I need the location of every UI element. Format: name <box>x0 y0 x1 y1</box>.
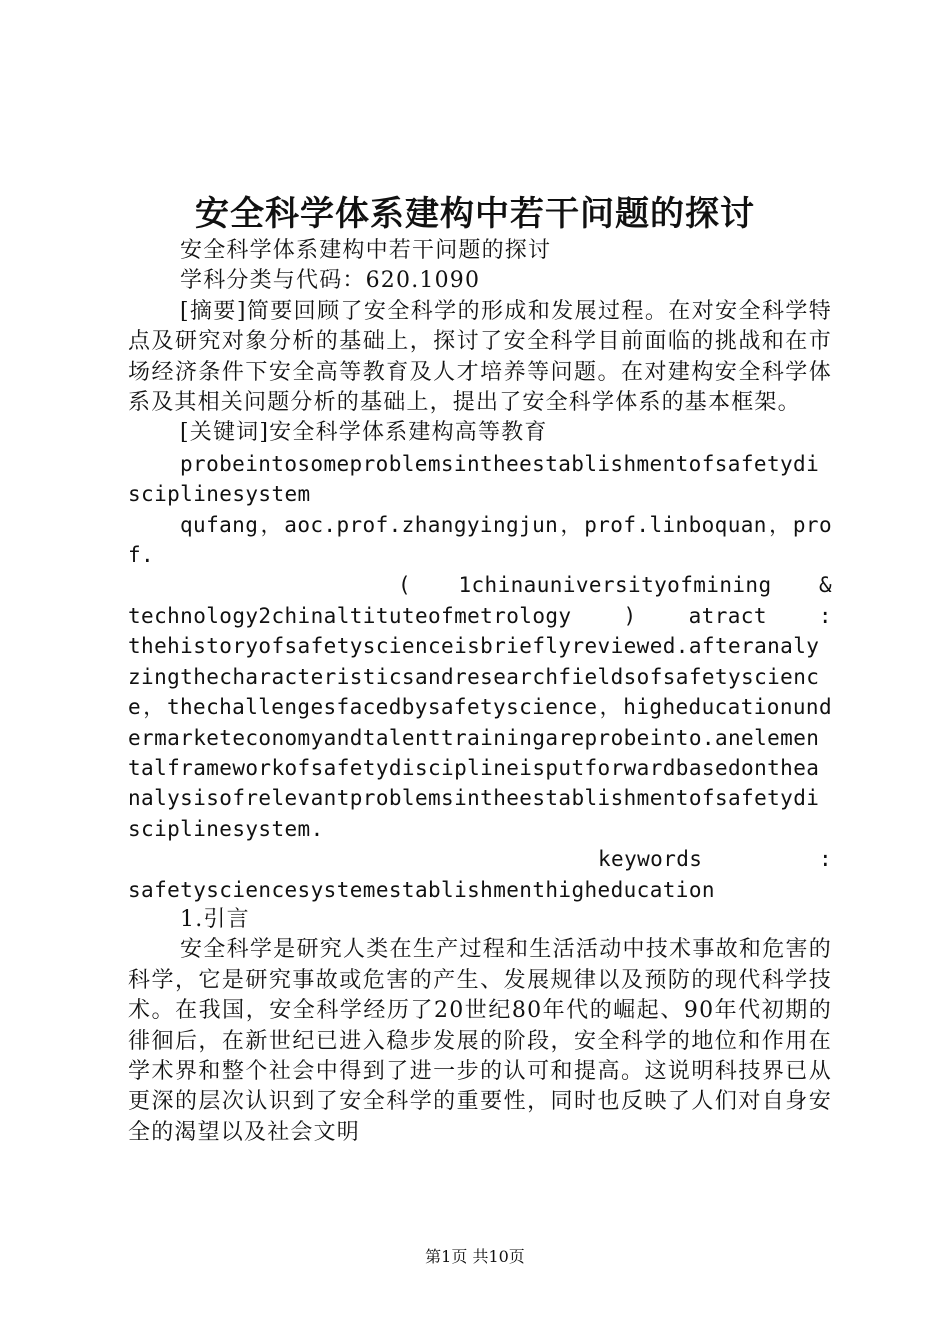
subtitle: 安全科学体系建构中若干问题的探讨 <box>180 238 552 263</box>
abstract-cn: [摘要]简要回顾了安全科学的形成和发展过程。在对安全科学特点及研究对象分析的基础上，探讨了安全科学目前面临的挑战和在市场经济条件下安全高等教育及人才培养等问题。在对建构安全科学体系及其相关问题分析的基础上，提出了安全科学体系的基本框架。 <box>128 298 832 416</box>
affiliation-open-paren: ( <box>398 573 412 598</box>
english-title: probeintosomeproblemsintheestablishmentofsafetydisciplinesystem <box>128 451 820 507</box>
document-body <box>128 236 832 1148</box>
keywords-cn: [关键词]安全科学体系建构高等教育 <box>180 420 548 446</box>
affiliation-2: technology2chinaltituteofmetrology <box>128 603 572 628</box>
affiliation-line-2 <box>128 601 832 631</box>
section-heading: 1.引言 <box>180 906 250 932</box>
abstract-colon: : <box>818 603 832 628</box>
affiliation-line-1 <box>128 570 832 600</box>
page-footer: 第1页 共10页 <box>425 1247 525 1266</box>
authors: qufang，aoc.prof.zhangyingjun，prof.linboquan，prof. <box>128 512 832 568</box>
abstract-en: thehistoryofsafetyscienceisbrieflyreviewed.afteranalyzingthecharacteristicsandresearchfieldsofsafetyscience，thechallengesfacedbysafetyscience，higheducationundermarketeconomyandtalenttrainingareprobeinto.anelementalframeworkofsafetydisciplineisputforwardbasedontheanalysisofrelevantproblemsintheestablishmentofsafetydisciplinesystem. <box>128 634 832 841</box>
keywords-label-en: keywords <box>598 847 703 872</box>
keywords-colon: : <box>818 847 832 872</box>
keywords-en-line <box>128 844 832 874</box>
classification-code: 学科分类与代码：620.1090 <box>180 268 481 294</box>
keywords-en: safetysciencesystemestablishmenthigheducation <box>128 877 715 902</box>
intro-paragraph: 安全科学是研究人类在生产过程和生活活动中技术事故和危害的科学，它是研究事故或危害的产生、发展规律以及预防的现代科学技术。在我国，安全科学经历了20世纪80年代的崛起、90年代初期的徘徊后，在新世纪已进入稳步发展的阶段，安全科学的地位和作用在学术界和整个社会中得到了进一步的认可和提高。这说明科技界已从更深的层次认识到了安全科学的重要性，同时也反映了人们对自身安全的渴望以及社会文明 <box>128 937 832 1145</box>
affiliation-close-paren: ) <box>623 603 637 628</box>
affiliation-ampersand: & <box>818 573 832 598</box>
abstract-label-en: atract <box>688 603 767 628</box>
document-title: 安全科学体系建构中若干问题的探讨 <box>195 194 755 234</box>
affiliation-1: 1chinauniversityofmining <box>458 573 772 598</box>
